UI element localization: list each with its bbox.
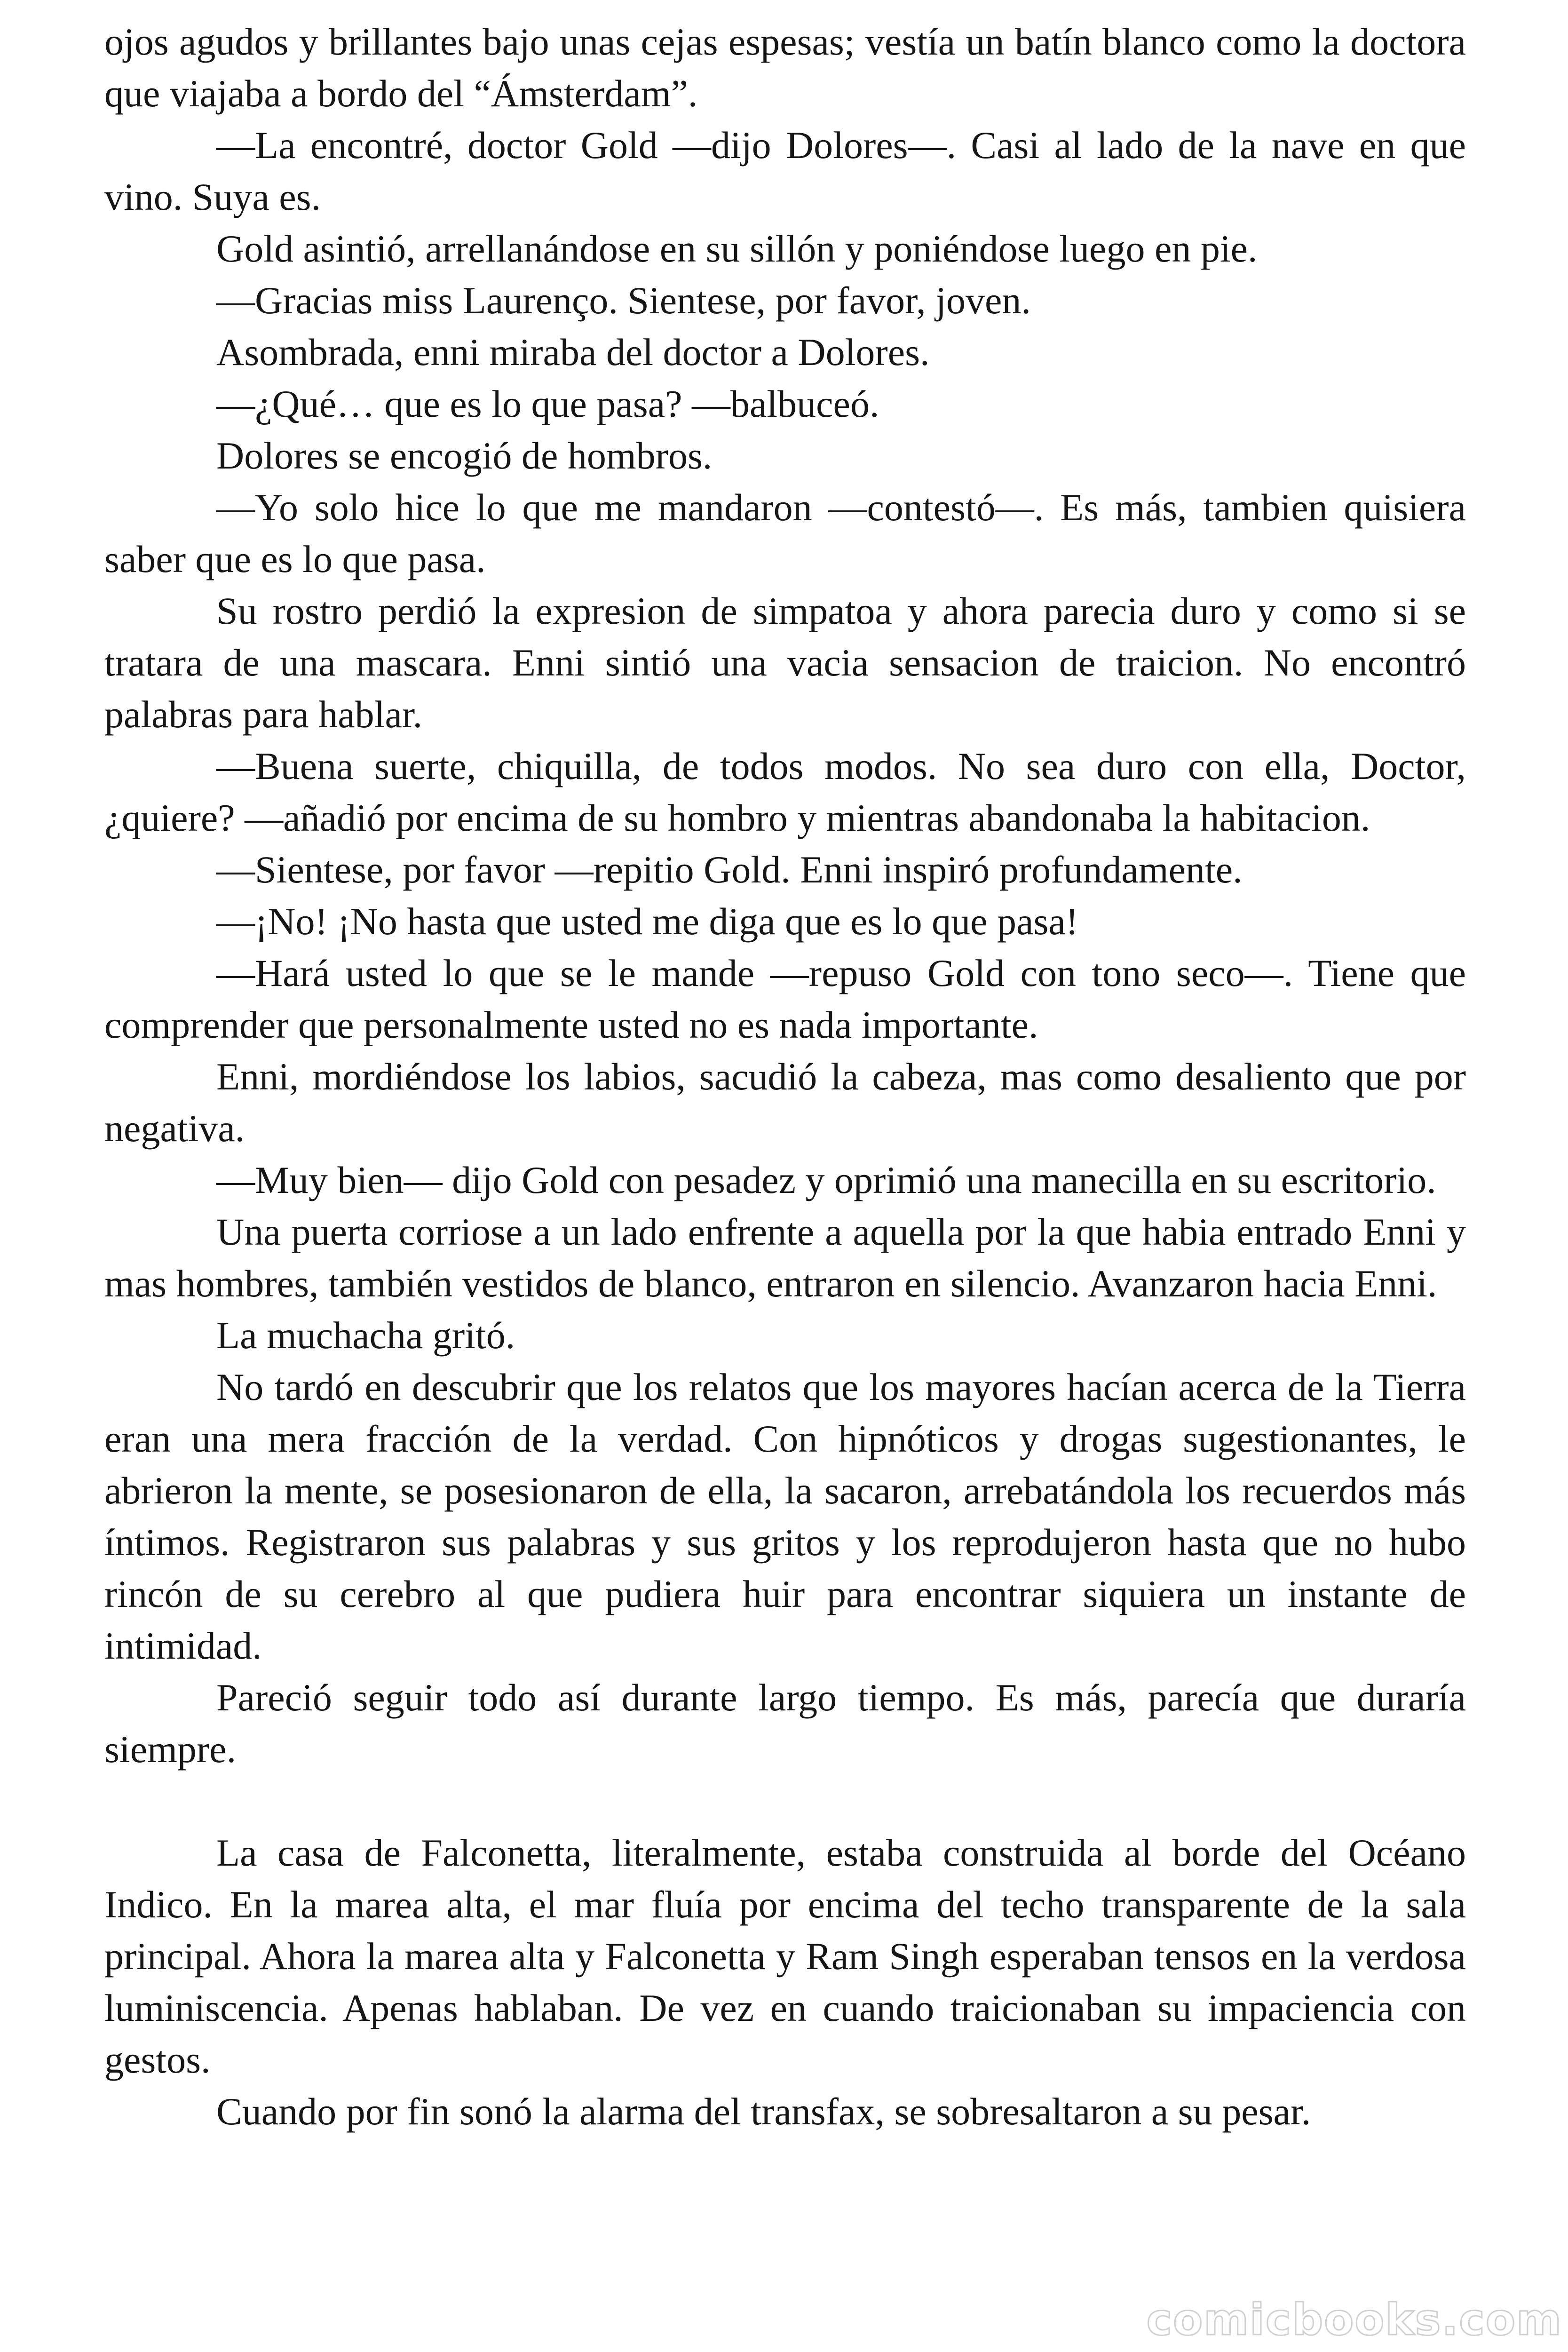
- paragraph: —Buena suerte, chiquilla, de todos modos. No sea duro con ella, Doctor, ¿quiere? —añadió por encima de su hombro y mientras abandonaba la habitacion.: [104, 745, 1466, 839]
- paragraph: —Yo solo hice lo que me mandaron —contestó—. Es más, tambien quisiera saber que es lo que pasa.: [104, 486, 1466, 580]
- paragraph: Su rostro perdió la expresion de simpatoa y ahora parecia duro y como si se tratara de una mascara. Enni sintió una vacia sensacion de traicion. No encontró palabras para hablar.: [104, 589, 1466, 736]
- paragraph: Dolores se encogió de hombros.: [216, 434, 713, 477]
- watermark-logo: comicbooks.com: [1146, 2295, 1562, 2345]
- paragraph: Una puerta corriose a un lado enfrente a aquella por la que habia entrado Enni y mas hombres, también vestidos de blanco, entraron en silencio. Avanzaron hacia Enni.: [104, 1210, 1466, 1305]
- paragraph: —Muy bien— dijo Gold con pesadez y oprimió una manecilla en su escritorio.: [216, 1159, 1436, 1201]
- paragraph: —La encontré, doctor Gold —dijo Dolores—. Casi al lado de la nave en que vino. Suya es.: [104, 124, 1466, 218]
- paragraph: Cuando por fin sonó la alarma del transfax, se sobresaltaron a su pesar.: [216, 2090, 1311, 2133]
- paragraph: —Gracias miss Laurenço. Sientese, por favor, joven.: [216, 279, 1031, 322]
- page-text: [104, 16, 1466, 2137]
- paragraph: —Hará usted lo que se le mande —repuso Gold con tono seco—. Tiene que comprender que personalmente usted no es nada importante.: [104, 952, 1466, 1046]
- paragraph: —Sientese, por favor —repitio Gold. Enni inspiró profundamente.: [216, 848, 1243, 891]
- paragraph: Gold asintió, arrellanándose en su sillón y poniéndose luego en pie.: [216, 227, 1258, 270]
- paragraph: La muchacha gritó.: [216, 1314, 515, 1357]
- paragraph: Enni, mordiéndose los labios, sacudió la cabeza, mas como desaliento que por negativa.: [104, 1055, 1466, 1150]
- paragraph: No tardó en descubrir que los relatos que los mayores hacían acerca de la Tierra eran una mera fracción de la verdad. Con hipnóticos y drogas sugestionantes, le abrieron la mente, se posesionaron de ella, la sacaron, arrebatándola los recuerdos más íntimos. Registraron sus palabras y sus gritos y los reprodujeron hasta que no hubo rincón de su cerebro al que pudiera huir para encontrar siquiera un instante de intimidad.: [104, 1366, 1466, 1667]
- paragraph: Pareció seguir todo así durante largo tiempo. Es más, parecía que duraría siempre.: [104, 1676, 1466, 1771]
- paragraph: La casa de Falconetta, literalmente, estaba construida al borde del Océano Indico. En la marea alta, el mar fluía por encima del techo transparente de la sala principal. Ahora la marea alta y Falconetta y Ram Singh esperaban tensos en la verdosa luminiscencia. Apenas hablaban. De vez en cuando traicionaban su impaciencia con gestos.: [104, 1831, 1466, 2081]
- paragraph: —¡No! ¡No hasta que usted me diga que es lo que pasa!: [216, 900, 1079, 943]
- paragraph: —¿Qué… que es lo que pasa? —balbuceó.: [216, 382, 879, 425]
- section-break: [104, 1775, 1466, 1827]
- paragraph: ojos agudos y brillantes bajo unas cejas espesas; vestía un batín blanco como la doctora que viajaba a bordo del “Ámsterdam”.: [104, 20, 1466, 115]
- paragraph: Asombrada, enni miraba del doctor a Dolores.: [216, 331, 930, 373]
